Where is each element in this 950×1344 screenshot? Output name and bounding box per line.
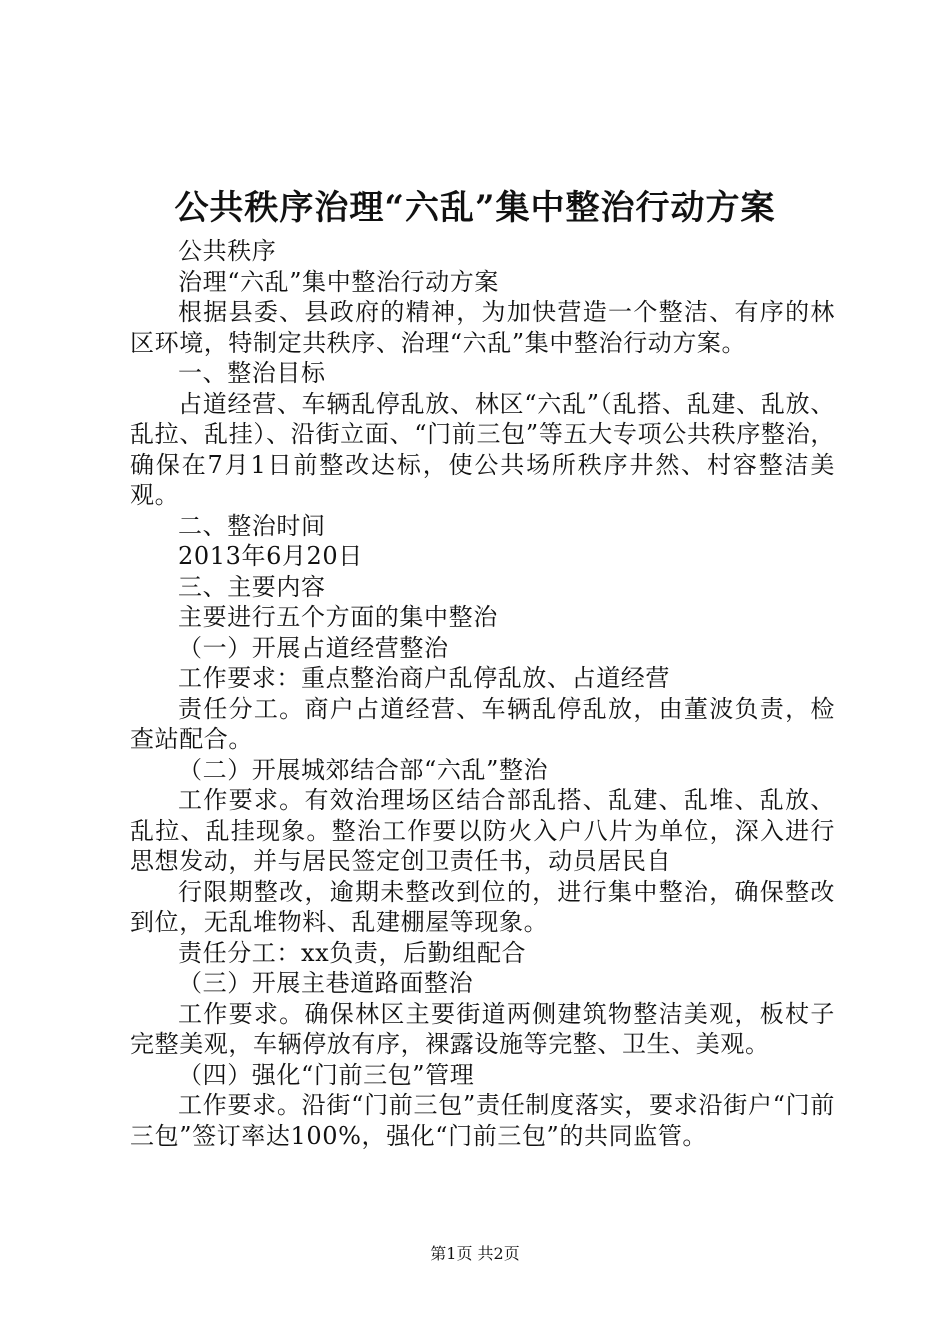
paragraph: 主要进行五个方面的集中整治: [178, 603, 498, 631]
paragraph: 根据县委、县政府的精神，为加快营造一个整洁、有序的林区环境，特制定共秩序、治理“六乱”集中整治行动方案。: [130, 298, 835, 357]
paragraph: 责任分工。商户占道经营、车辆乱停乱放，由董波负责，检查站配合。: [130, 694, 835, 753]
paragraph: 治理“六乱”集中整治行动方案: [178, 267, 499, 296]
paragraph: 2013年6月20日: [178, 542, 363, 570]
paragraph: 公共秩序: [178, 237, 277, 265]
paragraph: 责任分工：xx负责，后勤组配合: [178, 938, 527, 967]
section-heading: 一、整治目标: [178, 359, 326, 387]
section-heading: 二、整治时间: [178, 511, 326, 540]
document-title: 公共秩序治理“六乱”集中整治行动方案: [174, 188, 776, 228]
section-heading: 三、主要内容: [178, 572, 326, 601]
paragraph: 工作要求。确保林区主要街道两侧建筑物整洁美观，板杖子完整美观，车辆停放有序，裸露设施等完整、卫生、美观。: [130, 999, 835, 1058]
subsection-heading: （四）强化“门前三包”管理: [178, 1060, 475, 1089]
subsection-heading: （三）开展主巷道路面整治: [178, 969, 474, 997]
paragraph: 行限期整改，逾期未整改到位的，进行集中整治，确保整改到位，无乱堆物料、乱建棚屋等现象。: [130, 877, 835, 936]
paragraph: 工作要求。沿街“门前三包”责任制度落实，要求沿街户“门前三包”签订率达100%，强化“门前三包”的共同监管。: [130, 1091, 835, 1150]
paragraph: 占道经营、车辆乱停乱放、林区“六乱”（乱搭、乱建、乱放、乱拉、乱挂）、沿街立面、“门前三包”等五大专项公共秩序整治，确保在7月1日前整改达标，使公共场所秩序井然、村容整洁美观。: [130, 389, 835, 509]
document-body: [130, 236, 835, 1151]
subsection-heading: （一）开展占道经营整治: [178, 633, 449, 662]
paragraph: 工作要求。有效治理场区结合部乱搭、乱建、乱堆、乱放、乱拉、乱挂现象。整治工作要以防火入户八片为单位，深入进行思想发动，并与居民签定创卫责任书，动员居民自: [130, 786, 835, 875]
page-indicator: 第1页 共2页: [430, 1244, 520, 1263]
subsection-heading: （二）开展城郊结合部“六乱”整治: [178, 755, 549, 784]
paragraph: 工作要求：重点整治商户乱停乱放、占道经营: [178, 664, 670, 692]
